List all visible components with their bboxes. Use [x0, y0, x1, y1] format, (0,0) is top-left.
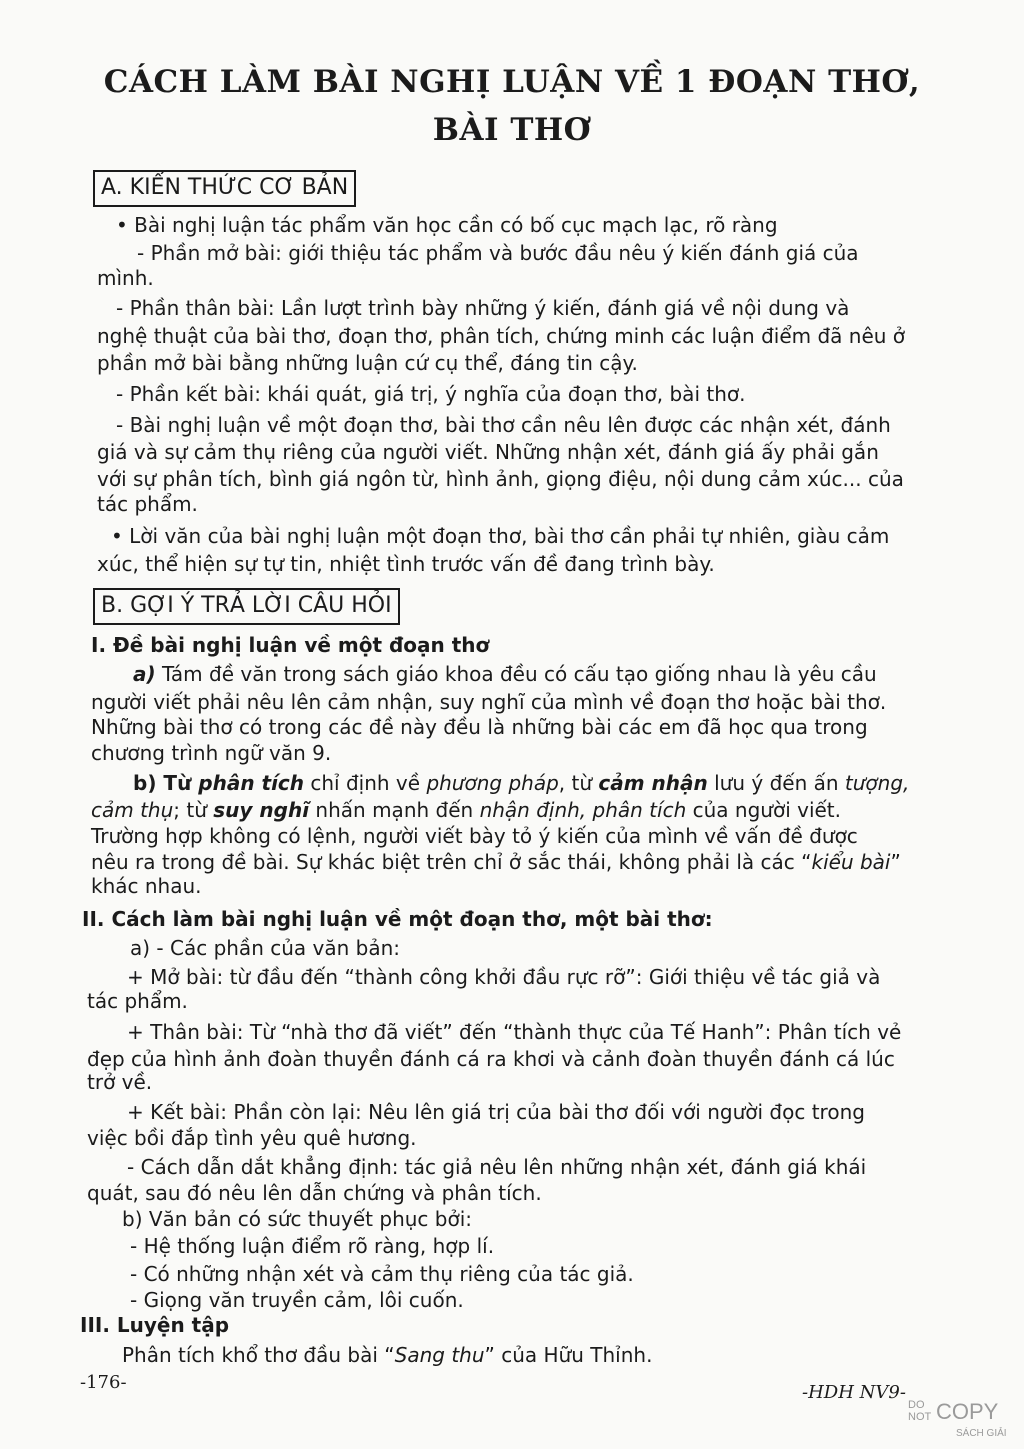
text-line: người viết phải nêu lên cảm nhận, suy nghĩ của mình về đoạn thơ hoặc bài thơ. [91, 690, 887, 714]
stamp-text: COPY [936, 1399, 999, 1424]
text-line: chương trình ngữ văn 9. [91, 741, 332, 765]
subheading-3: III. Luyện tập [80, 1313, 230, 1337]
text-line: - Có những nhận xét và cảm thụ riêng của tác giả. [130, 1262, 634, 1286]
text-line: Những bài thơ có trong các đề này đều là những bài các em đã học qua trong [91, 715, 868, 739]
text-line: với sự phân tích, bình giá ngôn từ, hình ảnh, giọng điệu, nội dung cảm xúc... của [97, 467, 904, 491]
text-line: + Kết bài: Phần còn lại: Nêu lên giá trị của bài thơ đối với người đọc trong [127, 1100, 865, 1124]
text-line: quát, sau đó nêu lên dẫn chứng và phân tích. [87, 1181, 542, 1205]
text-line: mình. [97, 266, 154, 290]
text-line: nghệ thuật của bài thơ, đoạn thơ, phân tích, chứng minh các luận điểm đã nêu ở [97, 324, 906, 348]
text-line: b) Từ phân tích chỉ định về phương pháp, từ cảm nhận lưu ý đến ấn tượng, [133, 771, 910, 795]
text-line: việc bồi đắp tình yêu quê hương. [87, 1126, 417, 1150]
text-line: + Thân bài: Từ “nhà thơ đã viết” đến “thành thực của Tế Hanh”: Phân tích vẻ [127, 1020, 902, 1044]
text-line: đẹp của hình ảnh đoàn thuyền đánh cá ra khơi và cảnh đoàn thuyền đánh cá lúc [87, 1047, 895, 1071]
page-title-line-1: CÁCH LÀM BÀI NGHỊ LUẬN VỀ 1 ĐOẠN THƠ, [103, 64, 921, 100]
text-line: - Phần mở bài: giới thiệu tác phẩm và bước đầu nêu ý kiến đánh giá của [137, 241, 859, 265]
section-a-heading: A. KIẾN THỨC CƠ BẢN [93, 170, 356, 207]
section-b-heading: B. GỢI Ý TRẢ LỜI CÂU HỎI [93, 588, 400, 625]
text-line: nêu ra trong đề bài. Sự khác biệt trên chỉ ở sắc thái, không phải là các “kiểu bài” [91, 850, 901, 874]
text-line: trở về. [87, 1070, 153, 1094]
text-line: Phân tích khổ thơ đầu bài “Sang thu” của Hữu Thỉnh. [122, 1343, 653, 1367]
page-title-line-2: BÀI THƠ [432, 112, 592, 148]
copyright-stamp [908, 1400, 1020, 1444]
stamp-text: NOT [908, 1411, 932, 1423]
text-line: + Mở bài: từ đầu đến “thành công khởi đầu rực rỡ”: Giới thiệu về tác giả và [127, 965, 881, 989]
text-line: tác phẩm. [97, 492, 198, 516]
stamp-text: DO [908, 1399, 925, 1411]
subheading-2: II. Cách làm bài nghị luận về một đoạn thơ, một bài thơ: [82, 907, 713, 931]
text-line: a) Tám đề văn trong sách giáo khoa đều có cấu tạo giống nhau là yêu cầu [133, 662, 877, 686]
subheading-1: I. Đề bài nghị luận về một đoạn thơ [91, 633, 490, 657]
text-line: xúc, thể hiện sự tự tin, nhiệt tình trước vấn đề đang trình bày. [97, 552, 715, 576]
text-line: tác phẩm. [87, 989, 188, 1013]
text-line: - Phần kết bài: khái quát, giá trị, ý nghĩa của đoạn thơ, bài thơ. [116, 382, 746, 406]
text-line: - Bài nghị luận về một đoạn thơ, bài thơ cần nêu lên được các nhận xét, đánh [116, 413, 891, 437]
book-code: -HDH NV9- [802, 1382, 906, 1403]
text-line: • Bài nghị luận tác phẩm văn học cần có bố cục mạch lạc, rõ ràng [116, 213, 778, 237]
text-line: - Giọng văn truyền cảm, lôi cuốn. [130, 1288, 464, 1312]
text-line: • Lời văn của bài nghị luận một đoạn thơ, bài thơ cần phải tự nhiên, giàu cảm [111, 524, 890, 548]
text-line: cảm thụ; từ suy nghĩ nhấn mạnh đến nhận định, phân tích của người viết. [91, 798, 842, 822]
text-line: - Hệ thống luận điểm rõ ràng, hợp lí. [130, 1234, 495, 1258]
text-line: b) Văn bản có sức thuyết phục bởi: [122, 1207, 473, 1231]
text-line: - Cách dẫn dắt khẳng định: tác giả nêu lên những nhận xét, đánh giá khái [127, 1155, 867, 1179]
text-line: a) - Các phần của văn bản: [130, 936, 400, 960]
text-line: - Phần thân bài: Lần lượt trình bày những ý kiến, đánh giá về nội dung và [116, 296, 850, 320]
text-line: Trường hợp không có lệnh, người viết bày tỏ ý kiến của mình về vấn đề được [91, 824, 858, 848]
text-line: giá và sự cảm thụ riêng của người viết. Những nhận xét, đánh giá ấy phải gắn [97, 440, 879, 464]
stamp-text: SÁCH GIẢI [956, 1428, 1007, 1439]
text-line: khác nhau. [91, 874, 202, 898]
page-number: -176- [80, 1372, 127, 1393]
text-line: phần mở bài bằng những luận cứ cụ thể, đáng tin cậy. [97, 351, 638, 375]
